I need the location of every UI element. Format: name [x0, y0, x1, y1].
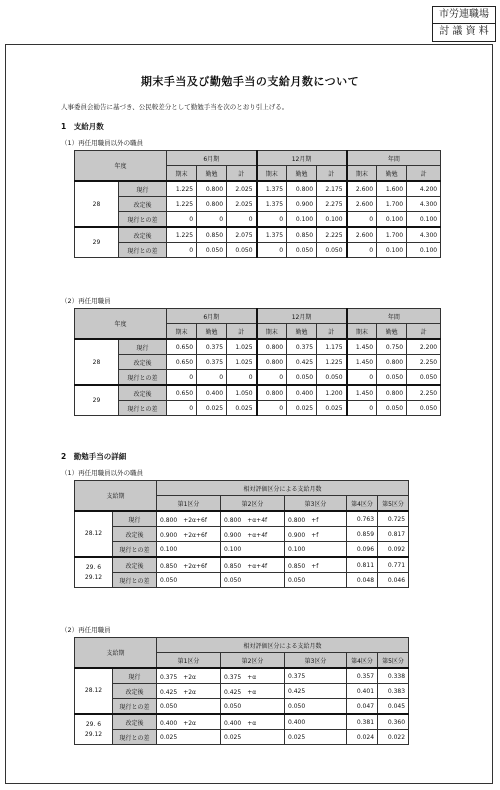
value-cell: 0.025	[317, 401, 347, 416]
value-cell: 0.024	[347, 730, 378, 745]
period-header: 支給期	[75, 481, 157, 512]
value-cell: 0.050	[197, 243, 227, 258]
value-cell: 4.300	[407, 227, 441, 243]
value-cell: 0.360	[378, 714, 409, 730]
value-cell: 0.900	[287, 197, 317, 212]
value-cell: 0.025	[287, 401, 317, 416]
value-cell: 0.425 +2α	[157, 684, 221, 699]
year-cell: 29	[75, 227, 119, 258]
value-cell: 0.859	[347, 527, 378, 542]
table-row	[75, 542, 409, 558]
value-cell: 1.225	[167, 197, 197, 212]
row-label: 現行	[119, 339, 167, 355]
value-cell: 0.800	[197, 181, 227, 197]
value-cell: 0	[197, 212, 227, 228]
value-cell: 0.800	[257, 355, 287, 370]
value-cell: 1.225	[167, 227, 197, 243]
value-cell: 0.025	[221, 730, 285, 745]
value-cell: 2.250	[407, 385, 441, 401]
value-cell: 0.050	[285, 573, 347, 588]
value-cell: 0	[257, 212, 287, 228]
period-cell: 29. 6 29.12	[75, 557, 113, 588]
value-cell: 1.600	[377, 181, 407, 197]
payment-months-table-regular	[74, 150, 441, 258]
value-cell: 1.025	[227, 339, 257, 355]
value-cell: 0.650	[167, 339, 197, 355]
value-cell: 0.046	[378, 573, 409, 588]
value-cell: 0	[227, 370, 257, 386]
document-sheet	[5, 44, 493, 784]
row-label: 改定後	[113, 684, 157, 699]
stamp-line-2: 討 議 資 料	[433, 23, 495, 40]
row-label: 現行との差	[119, 401, 167, 416]
value-cell: 2.025	[227, 181, 257, 197]
value-cell: 0.050	[407, 401, 441, 416]
table-row	[75, 401, 441, 416]
value-cell: 0.050	[407, 370, 441, 386]
value-cell: 0.100	[157, 542, 221, 558]
value-cell: 0.375	[287, 339, 317, 355]
period-header: 支給期	[75, 638, 157, 669]
value-cell: 0.800 +2α+6f	[157, 511, 221, 527]
table-row	[75, 573, 409, 588]
value-cell: 4.200	[407, 181, 441, 197]
value-cell: 0	[197, 370, 227, 386]
value-cell: 0.025	[197, 401, 227, 416]
value-cell: 1.225	[167, 181, 197, 197]
category-header: 第3区分	[285, 496, 347, 512]
year-cell: 28	[75, 181, 119, 227]
period-cell: 29. 6 29.12	[75, 714, 113, 745]
value-cell: 1.375	[257, 197, 287, 212]
value-cell: 0.050	[157, 699, 221, 715]
column-header: 計	[407, 324, 441, 340]
table-3-caption: （1）再任用職員以外の職員	[61, 469, 144, 477]
period-header: 6月期	[167, 309, 257, 324]
column-header: 勤勉	[287, 324, 317, 340]
period-header: 年間	[347, 151, 441, 166]
value-cell: 0.050	[227, 243, 257, 258]
row-label: 改定後	[119, 355, 167, 370]
value-cell: 0.425	[287, 355, 317, 370]
value-cell: 2.600	[347, 227, 377, 243]
value-cell: 2.600	[347, 181, 377, 197]
value-cell: 0	[167, 212, 197, 228]
category-header: 第1区分	[157, 653, 221, 669]
table-row	[75, 181, 441, 197]
table-row	[75, 197, 441, 212]
value-cell: 0.900 +f	[285, 527, 347, 542]
value-cell: 0.850 +f	[285, 557, 347, 573]
table-row	[75, 370, 441, 386]
value-cell: 0.900 +2α+6f	[157, 527, 221, 542]
value-cell: 0.800	[377, 385, 407, 401]
value-cell: 2.275	[317, 197, 347, 212]
table-row	[75, 339, 441, 355]
value-cell: 0.045	[378, 699, 409, 715]
category-header: 第4区分	[347, 496, 378, 512]
category-header: 第1区分	[157, 496, 221, 512]
period-header: 12月期	[257, 151, 347, 166]
value-cell: 0.050	[377, 401, 407, 416]
value-cell: 4.300	[407, 197, 441, 212]
row-label: 現行との差	[119, 370, 167, 386]
value-cell: 0.050	[317, 243, 347, 258]
value-cell: 1.375	[257, 227, 287, 243]
value-cell: 0.811	[347, 557, 378, 573]
value-cell: 0.750	[377, 339, 407, 355]
category-header: 第2区分	[221, 496, 285, 512]
row-label: 改定後	[119, 227, 167, 243]
section-1-heading: 1 支給月数	[61, 122, 104, 131]
value-cell: 0.050	[287, 370, 317, 386]
value-cell: 0.381	[347, 714, 378, 730]
value-cell: 0.050	[287, 243, 317, 258]
value-cell: 0.100	[317, 212, 347, 228]
category-group-header: 相対評価区分による支給月数	[157, 481, 409, 496]
value-cell: 0.025	[157, 730, 221, 745]
value-cell: 0.047	[347, 699, 378, 715]
column-header: 期末	[167, 324, 197, 340]
column-header: 計	[407, 166, 441, 182]
value-cell: 0.425 +α	[221, 684, 285, 699]
value-cell: 1.200	[317, 385, 347, 401]
section-2-heading: 2 勤勉手当の詳細	[61, 452, 127, 461]
value-cell: 0.771	[378, 557, 409, 573]
row-label: 改定後	[113, 527, 157, 542]
row-label: 現行との差	[113, 573, 157, 588]
row-label: 現行	[119, 181, 167, 197]
column-header: 期末	[347, 166, 377, 182]
value-cell: 0.800	[257, 339, 287, 355]
row-label: 現行	[113, 668, 157, 684]
value-cell: 0.800	[197, 197, 227, 212]
value-cell: 0.850	[287, 227, 317, 243]
value-cell: 0.763	[347, 511, 378, 527]
value-cell: 0.050	[285, 699, 347, 715]
value-cell: 1.450	[347, 385, 377, 401]
period-cell: 28.12	[75, 511, 113, 557]
value-cell: 2.200	[407, 339, 441, 355]
column-header: 勤勉	[197, 166, 227, 182]
category-header: 第5区分	[378, 496, 409, 512]
value-cell: 0.800 +α+4f	[221, 511, 285, 527]
value-cell: 0.048	[347, 573, 378, 588]
row-label: 現行との差	[113, 730, 157, 745]
value-cell: 1.450	[347, 355, 377, 370]
value-cell: 0.375	[197, 339, 227, 355]
year-cell: 29	[75, 385, 119, 416]
column-header: 計	[317, 166, 347, 182]
value-cell: 2.175	[317, 181, 347, 197]
row-label: 現行との差	[113, 699, 157, 715]
value-cell: 0	[347, 401, 377, 416]
value-cell: 1.025	[227, 355, 257, 370]
value-cell: 0.050	[157, 573, 221, 588]
category-header: 第4区分	[347, 653, 378, 669]
year-header: 年度	[75, 309, 167, 340]
value-cell: 1.225	[317, 355, 347, 370]
table-row	[75, 227, 441, 243]
value-cell: 0.400	[285, 714, 347, 730]
table-row	[75, 668, 409, 684]
value-cell: 1.450	[347, 339, 377, 355]
table-row	[75, 212, 441, 228]
value-cell: 0.400	[197, 385, 227, 401]
value-cell: 0.800 +f	[285, 511, 347, 527]
value-cell: 1.175	[317, 339, 347, 355]
table-row	[75, 714, 409, 730]
value-cell: 0.850	[197, 227, 227, 243]
value-cell: 0.800	[377, 355, 407, 370]
value-cell: 0	[227, 212, 257, 228]
column-header: 期末	[257, 166, 287, 182]
value-cell: 2.250	[407, 355, 441, 370]
value-cell: 0.850 +α+4f	[221, 557, 285, 573]
value-cell: 0.100	[407, 212, 441, 228]
row-label: 改定後	[119, 197, 167, 212]
value-cell: 0.800	[287, 181, 317, 197]
diligence-detail-table-reappointed	[74, 637, 409, 745]
value-cell: 0.050	[221, 573, 285, 588]
table-2-caption: （2）再任用職員	[61, 297, 111, 305]
value-cell: 0.400 +2α	[157, 714, 221, 730]
value-cell: 0.092	[378, 542, 409, 558]
value-cell: 0.050	[317, 370, 347, 386]
value-cell: 0	[257, 401, 287, 416]
table-4-caption: （2）再任用職員	[61, 626, 111, 634]
value-cell: 2.025	[227, 197, 257, 212]
value-cell: 0.650	[167, 355, 197, 370]
column-header: 期末	[347, 324, 377, 340]
value-cell: 0.650	[167, 385, 197, 401]
period-cell: 28.12	[75, 668, 113, 714]
period-header: 年間	[347, 309, 441, 324]
column-header: 勤勉	[377, 166, 407, 182]
value-cell: 0.383	[378, 684, 409, 699]
period-header: 6月期	[167, 151, 257, 166]
column-header: 計	[227, 166, 257, 182]
value-cell: 2.225	[317, 227, 347, 243]
table-row	[75, 385, 441, 401]
page-title: 期末手当及び勤勉手当の支給月数について	[140, 75, 360, 88]
value-cell: 0.725	[378, 511, 409, 527]
value-cell: 0.400	[287, 385, 317, 401]
table-row	[75, 684, 409, 699]
column-header: 勤勉	[287, 166, 317, 182]
value-cell: 0	[257, 243, 287, 258]
value-cell: 0.050	[377, 370, 407, 386]
value-cell: 0.375	[197, 355, 227, 370]
column-header: 期末	[167, 166, 197, 182]
discussion-stamp	[432, 6, 496, 42]
value-cell: 0.100	[287, 212, 317, 228]
value-cell: 0	[167, 401, 197, 416]
value-cell: 0.375 +α	[221, 668, 285, 684]
row-label: 現行との差	[113, 542, 157, 558]
value-cell: 0.800	[257, 385, 287, 401]
value-cell: 1.700	[377, 197, 407, 212]
value-cell: 0	[347, 370, 377, 386]
table-row	[75, 243, 441, 258]
value-cell: 0	[257, 370, 287, 386]
value-cell: 0.025	[227, 401, 257, 416]
value-cell: 0.100	[285, 542, 347, 558]
table-1-caption: （1）再任用職員以外の職員	[61, 139, 144, 147]
value-cell: 0.817	[378, 527, 409, 542]
year-cell: 28	[75, 339, 119, 385]
table-row	[75, 355, 441, 370]
value-cell: 0.100	[221, 542, 285, 558]
value-cell: 0.100	[377, 243, 407, 258]
value-cell: 0.400 +α	[221, 714, 285, 730]
row-label: 現行との差	[119, 243, 167, 258]
table-row	[75, 511, 409, 527]
value-cell: 0	[167, 370, 197, 386]
category-header: 第2区分	[221, 653, 285, 669]
value-cell: 1.375	[257, 181, 287, 197]
value-cell: 0.357	[347, 668, 378, 684]
value-cell: 0.022	[378, 730, 409, 745]
value-cell: 1.050	[227, 385, 257, 401]
value-cell: 0.100	[377, 212, 407, 228]
column-header: 計	[227, 324, 257, 340]
column-header: 勤勉	[377, 324, 407, 340]
table-row	[75, 730, 409, 745]
value-cell: 0	[347, 212, 377, 228]
value-cell: 2.600	[347, 197, 377, 212]
column-header: 期末	[257, 324, 287, 340]
value-cell: 1.700	[377, 227, 407, 243]
value-cell: 0.425	[285, 684, 347, 699]
period-header: 12月期	[257, 309, 347, 324]
value-cell: 0.900 +α+4f	[221, 527, 285, 542]
value-cell: 2.075	[227, 227, 257, 243]
category-header: 第3区分	[285, 653, 347, 669]
value-cell: 0.850 +2α+6f	[157, 557, 221, 573]
value-cell: 0	[347, 243, 377, 258]
value-cell: 0.096	[347, 542, 378, 558]
payment-months-table-reappointed	[74, 308, 441, 416]
value-cell: 0	[167, 243, 197, 258]
value-cell: 0.375 +2α	[157, 668, 221, 684]
table-row	[75, 557, 409, 573]
row-label: 現行	[113, 511, 157, 527]
table-row	[75, 699, 409, 715]
stamp-line-1: 市労連職場	[439, 9, 489, 20]
row-label: 改定後	[113, 714, 157, 730]
value-cell: 0.025	[285, 730, 347, 745]
intro-text: 人事委員会勧告に基づき、公民較差分として勤勉手当を次のとおり引上げる。	[61, 103, 289, 111]
value-cell: 0.401	[347, 684, 378, 699]
row-label: 改定後	[119, 385, 167, 401]
value-cell: 0.375	[285, 668, 347, 684]
value-cell: 0.050	[221, 699, 285, 715]
category-group-header: 相対評価区分による支給月数	[157, 638, 409, 653]
column-header: 勤勉	[197, 324, 227, 340]
diligence-detail-table-regular	[74, 480, 409, 588]
row-label: 現行との差	[119, 212, 167, 228]
year-header: 年度	[75, 151, 167, 182]
value-cell: 0.100	[407, 243, 441, 258]
row-label: 改定後	[113, 557, 157, 573]
table-row	[75, 527, 409, 542]
value-cell: 0.338	[378, 668, 409, 684]
category-header: 第5区分	[378, 653, 409, 669]
column-header: 計	[317, 324, 347, 340]
